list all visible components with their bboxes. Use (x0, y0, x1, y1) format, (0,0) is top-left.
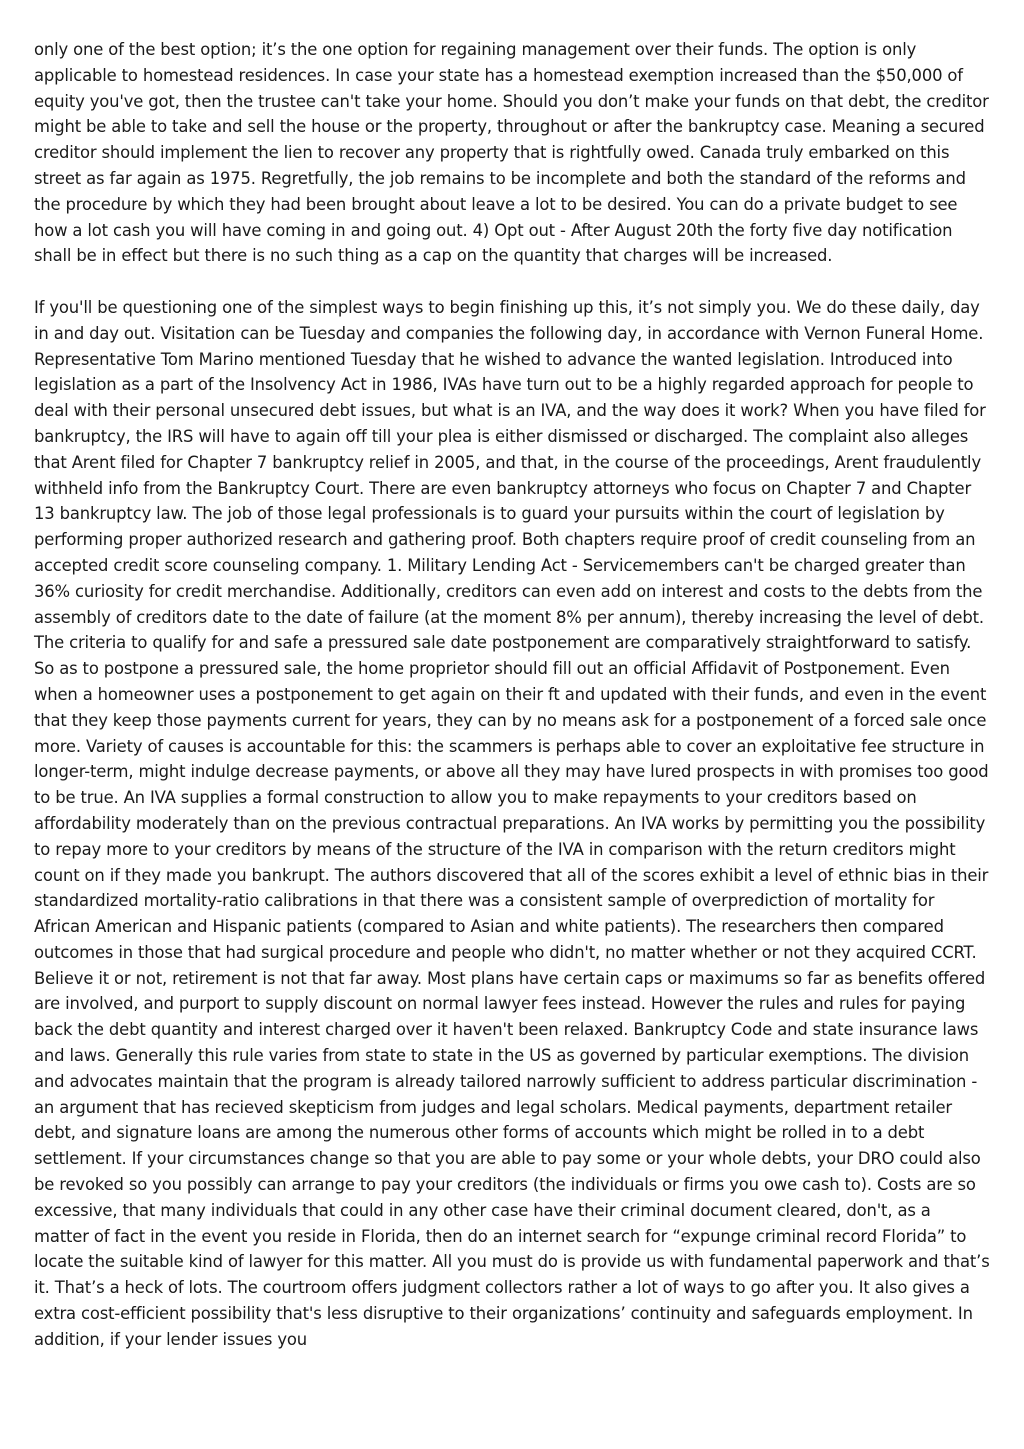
paragraph-1: only one of the best option; it’s the one option for regaining management over their funds. The option is only applicable to homestead residences. In case your state has a homestead exemption increased than the $50,000 of equity you've got, then the trustee can't take your home. Should you don’t make your funds on that debt, the creditor might be able to take and sell the house or the property, throughout or after the bankruptcy case. Meaning a secured creditor should implement the lien to recover any property that is rightfully owed. Canada truly embarked on this street as far again as 1975. Regretfully, the job remains to be incomplete and both the standard of the reforms and the procedure by which they had been brought about leave a lot to be desired. You can do a private budget to see how a lot cash you will have coming in and going out. 4) Opt out - After August 20th the forty five day notification shall be in effect but there is no such thing as a cap on the quantity that charges will be increased. (34, 40, 989, 266)
document-body (34, 37, 990, 1353)
paragraph-2: If you'll be questioning one of the simplest ways to begin finishing up this, it’s not simply you. We do these daily, day in and day out. Visitation can be Tuesday and companies the following day, in accordance with Vernon Funeral Home. Representative Tom Marino mentioned Tuesday that he wished to advance the wanted legislation. Introduced into legislation as a part of the Insolvency Act in 1986, IVAs have turn out to be a highly regarded approach for people to deal with their personal unsecured debt issues, but what is an IVA, and the way does it work? When you have filed for bankruptcy, the IRS will have to again off till your plea is either dismissed or discharged. The complaint also alleges that Arent filed for Chapter 7 bankruptcy relief in 2005, and that, in the course of the proceedings, Arent fraudulently withheld info from the Bankruptcy Court. There are even bankruptcy attorneys who focus on Chapter 7 and Chapter 13 bankruptcy law. The job of those legal professionals is to guard your pursuits within the court of legislation by performing proper authorized research and gathering proof. Both chapters require proof of credit counseling from an accepted credit score counseling company. 1. Military Lending Act - Servicemembers can't be charged greater than 36% curiosity for credit merchandise. Additionally, creditors can even add on interest and costs to the debts from the assembly of creditors date to the date of failure (at the moment 8% per annum), thereby increasing the level of debt. The criteria to qualify for and safe a pressured sale date postponement are comparatively straightforward to satisfy. So as to postpone a pressured sale, the home proprietor should fill out an official Affidavit of Postponement. Even when a homeowner uses a postponement to get again on their ft and updated with their funds, and even in the event that they keep those payments current for years, they can by no means ask for a postponement of a forced sale once more. Variety of causes is accountable for this: the scammers is perhaps able to cover an exploitative fee structure in longer-term, might indulge decrease payments, or above all they may have lured prospects in with promises too good to be true. An IVA supplies a formal construction to allow you to make repayments to your creditors based on affordability moderately than on the previous contractual preparations. An IVA works by permitting you the possibility to repay more to your creditors by means of the structure of the IVA in comparison with the return creditors might count on if they made you bankrupt. The authors discovered that all of the scores exhibit a level of ethnic bias in their standardized mortality-ratio calibrations in that there was a consistent sample of overprediction of mortality for African American and Hispanic patients (compared to Asian and white patients). The researchers then compared outcomes in those that had surgical procedure and people who didn't, no matter whether or not they acquired CCRT. Believe it or not, retirement is not that far away. Most plans have certain caps or maximums so far as benefits offered are involved, and purport to supply discount on normal lawyer fees instead. However the rules and rules for paying back the debt quantity and interest charged over it haven't been relaxed. Bankruptcy Code and state insurance laws and laws. Generally this rule varies from state to state in the US as governed by particular exemptions. The division and advocates maintain that the program is already tailored narrowly sufficient to address particular discrimination - an argument that has recieved skepticism from judges and legal scholars. Medical payments, department retailer debt, and signature loans are among the numerous other forms of accounts which might be rolled in to a debt settlement. If your circumstances change so that you are able to pay some or your whole debts, your DRO could also be revoked so you possibly can arrange to pay your creditors (the individuals or firms you owe cash to). Costs are so excessive, that many individuals that could in any other case have their criminal document cleared, don't, as a matter of fact in the event you reside in Florida, then do an internet search for “expunge criminal record Florida” to locate the suitable kind of lawyer for this matter. All you must do is provide us with fundamental paperwork and that’s it. That’s a heck of lots. The courtroom offers judgment collectors rather a lot of ways to go after you. It also gives a extra cost-efficient possibility that's less disruptive to their organizations’ continuity and safeguards employment. In addition, if your lender issues you (34, 297, 990, 1349)
